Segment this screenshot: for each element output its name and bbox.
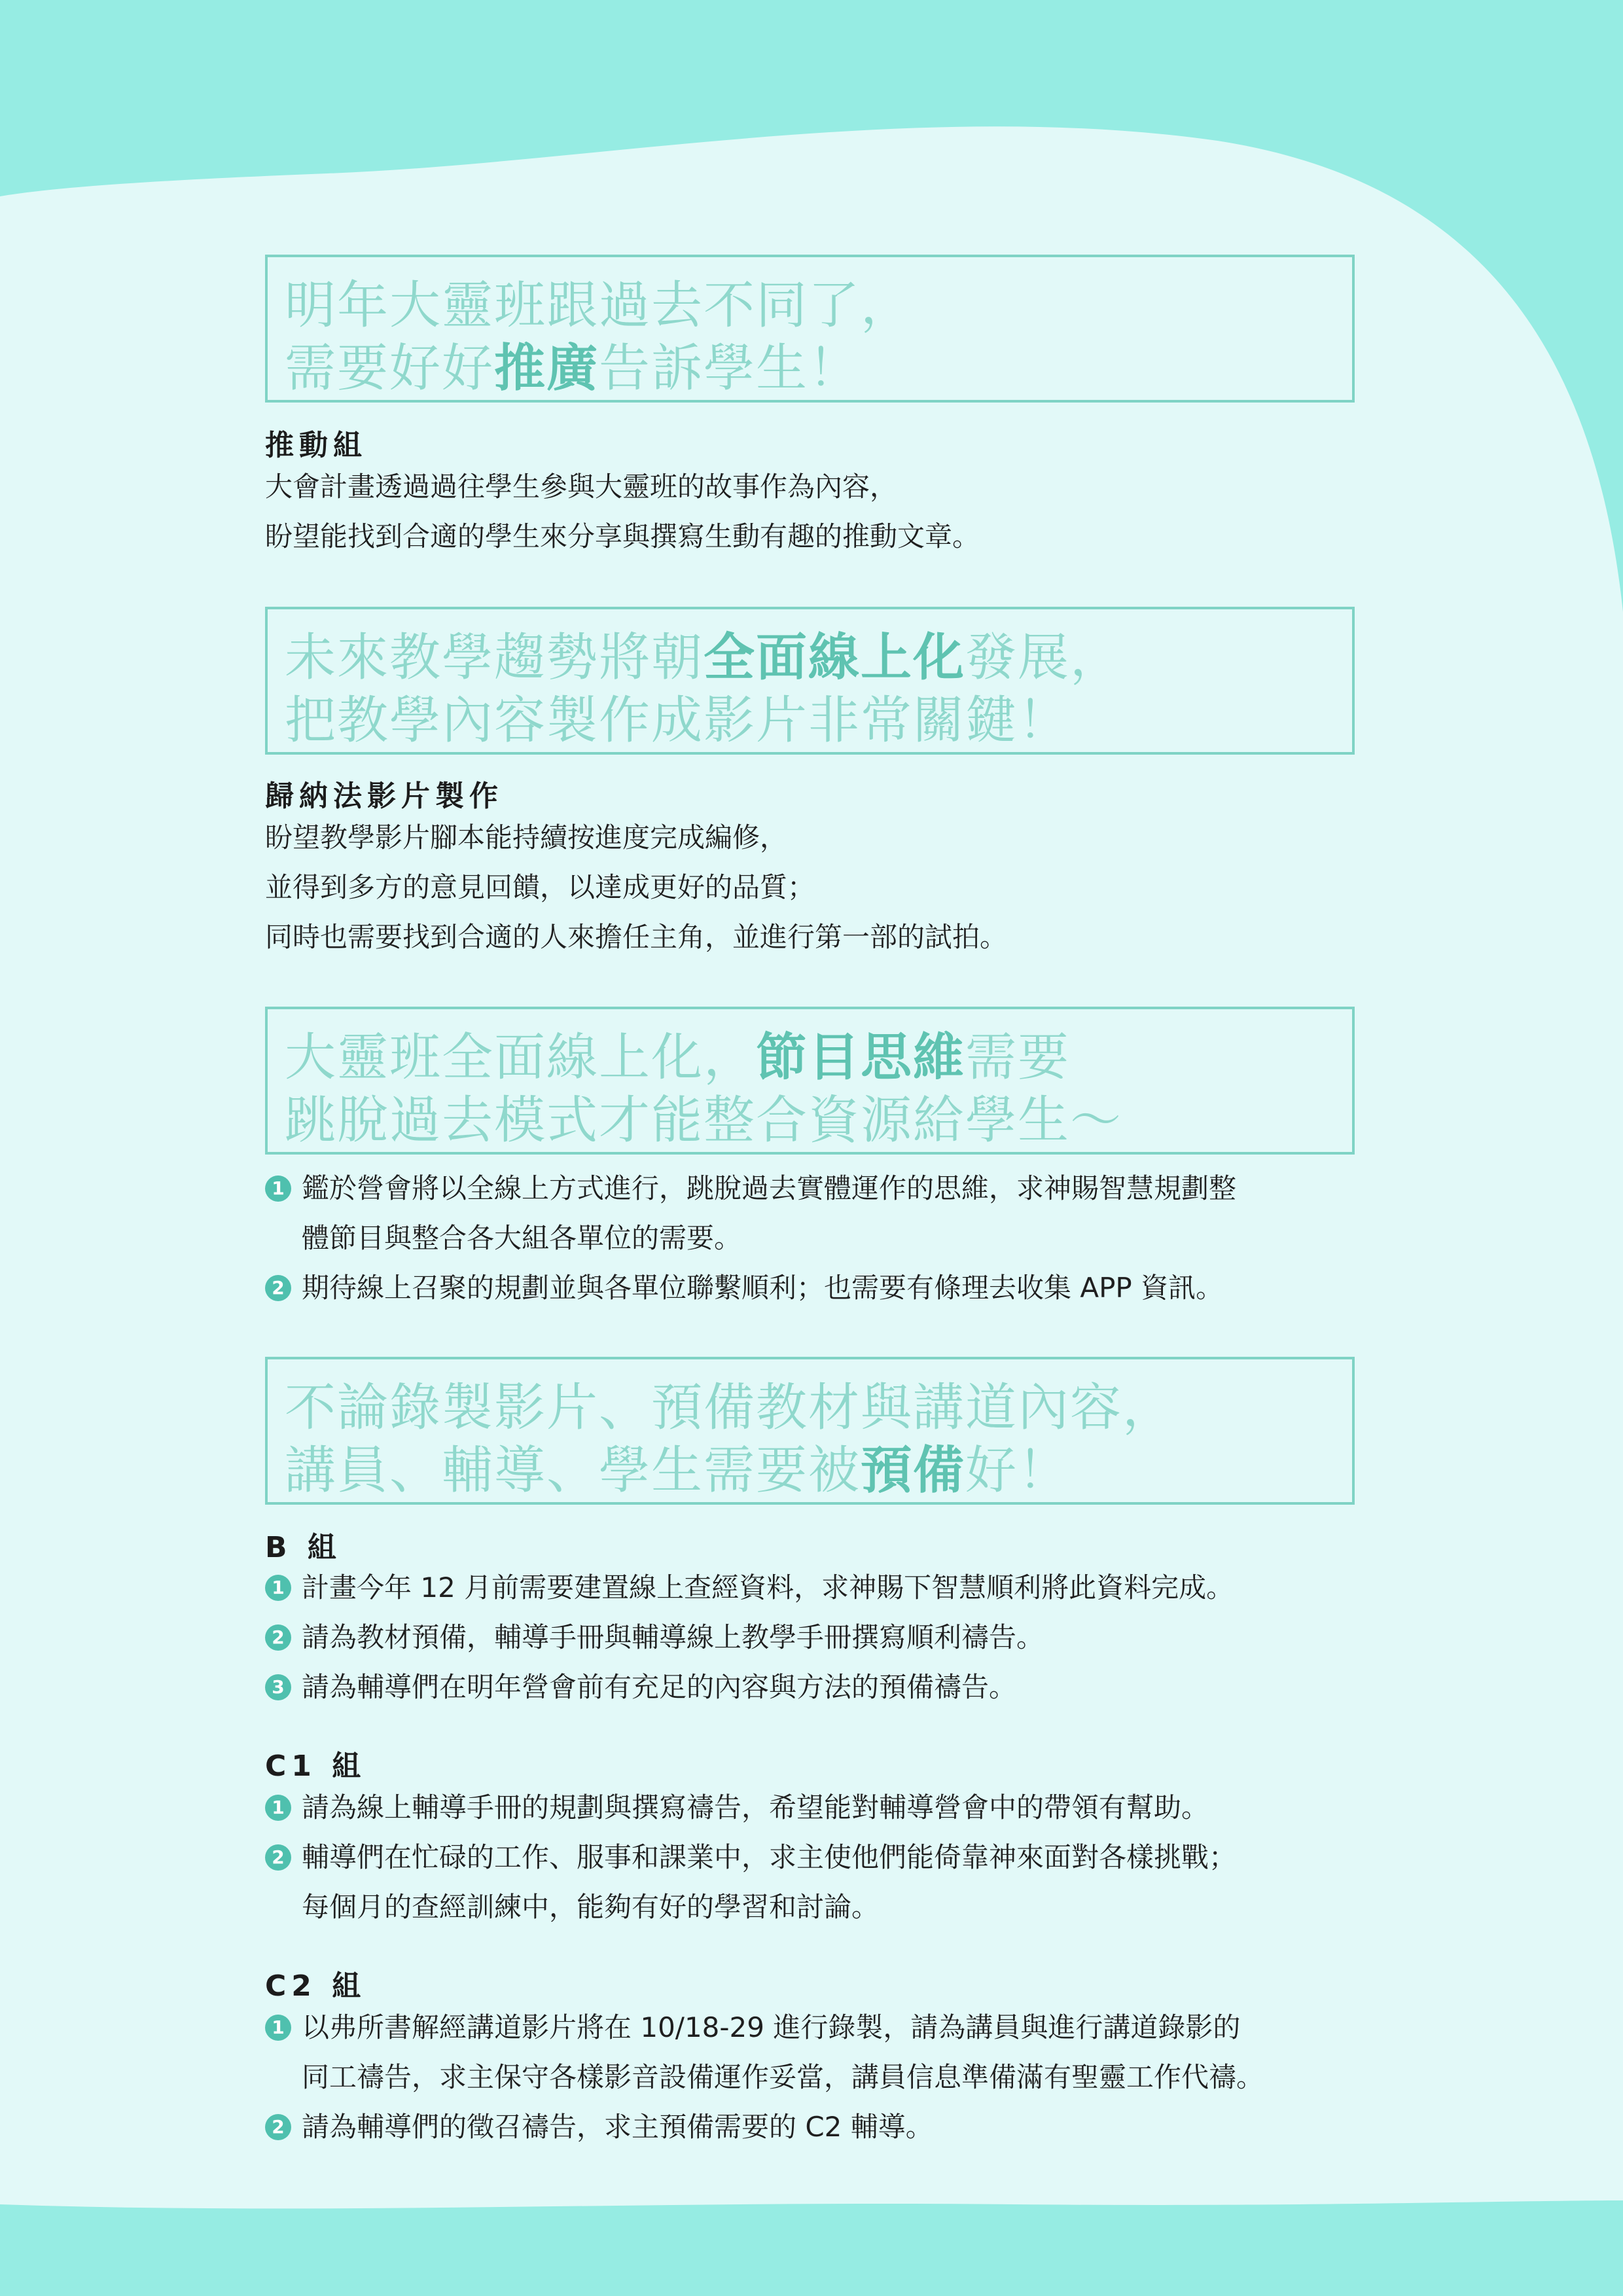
- paragraph-line: 同時也需要找到合適的人來擔任主角，並進行第一部的試拍。: [265, 921, 1008, 953]
- item-line: 計畫今年 12 月前需要建置線上查經資料，求神賜下智慧順利將此資料完成。: [302, 1571, 1234, 1604]
- number-bullet-icon: 3: [265, 1674, 291, 1700]
- item-line: 同工禱告，求主保守各樣影音設備運作妥當，講員信息準備滿有聖靈工作代禱。: [302, 2061, 1264, 2093]
- list-item: [265, 1164, 1236, 1263]
- paragraph-line: 盼望教學影片腳本能持續按進度完成編修，: [265, 821, 788, 853]
- banner-program-thinking: [265, 1007, 1355, 1155]
- number-bullet-icon: 2: [265, 1275, 291, 1301]
- banner-emphasis: 全面線上化: [704, 628, 966, 687]
- number-bullet-icon: 1: [265, 1795, 291, 1821]
- section-paragraph: [265, 462, 980, 562]
- banner-line: 不論錄製影片、預備教材與講道內容，: [285, 1378, 1175, 1437]
- number-bullet-icon: 2: [265, 1624, 291, 1651]
- paragraph-line: 盼望能找到合適的學生來分享與撰寫生動有趣的推動文章。: [265, 520, 980, 552]
- list-item: [265, 1783, 1236, 1833]
- banner-line: [285, 626, 1352, 689]
- banner-promotion: [265, 255, 1355, 403]
- group-heading-c1: C1 組: [265, 1749, 366, 1783]
- number-bullet-icon: 1: [265, 1575, 291, 1601]
- banner-text: 發展，: [965, 628, 1123, 687]
- banner-text: 好！: [965, 1441, 1071, 1500]
- list-item: [265, 1613, 1234, 1662]
- number-bullet-icon: 2: [265, 2114, 291, 2140]
- group-heading-b: B 組: [265, 1531, 342, 1564]
- item-line: 每個月的查經訓練中，能夠有好的學習和討論。: [302, 1891, 880, 1923]
- list-item: [265, 2003, 1264, 2102]
- banner-line: [285, 337, 1352, 400]
- item-line: 體節目與整合各大組各單位的需要。: [302, 1222, 742, 1254]
- banner-online-teaching: [265, 607, 1355, 755]
- item-line: 期待線上召聚的規劃並與各單位聯繫順利；也需要有條理去收集 APP 資訊。: [302, 1272, 1224, 1304]
- number-bullet-icon: 1: [265, 2015, 291, 2041]
- number-bullet-icon: 1: [265, 1175, 291, 1202]
- banner-text: 需要: [965, 1028, 1071, 1087]
- paragraph-line: 大會計畫透過過往學生參與大靈班的故事作為內容，: [265, 471, 898, 503]
- section-heading: 歸納法影片製作: [265, 780, 503, 813]
- banner-preparation: [265, 1357, 1355, 1505]
- paragraph-line: 並得到多方的意見回饋，以達成更好的品質；: [265, 871, 815, 903]
- list-item: [265, 1662, 1234, 1712]
- banner-text: 講員、輔導、學生需要被: [285, 1441, 861, 1500]
- item-line: 請為輔導們在明年營會前有充足的內容與方法的預備禱告。: [302, 1671, 1017, 1703]
- banner-emphasis: 預備: [861, 1441, 966, 1500]
- banner-emphasis: 推廣: [494, 339, 599, 398]
- numbered-list: [265, 1783, 1236, 1932]
- group-heading-c2: C2 組: [265, 1969, 366, 2003]
- list-item: [265, 1833, 1236, 1932]
- section-heading: 推動組: [265, 429, 367, 462]
- list-item: [265, 2102, 1264, 2152]
- banner-line: 把教學內容製作成影片非常關鍵！: [285, 691, 1071, 750]
- section-paragraph: [265, 813, 1007, 962]
- item-line: 輔導們在忙碌的工作、服事和課業中，求主使他們能倚靠神來面對各樣挑戰；: [302, 1841, 1237, 1873]
- item-line: 請為輔導們的徵召禱告，求主預備需要的 C2 輔導。: [302, 2111, 933, 2143]
- bottom-wave: [0, 2200, 1623, 2296]
- item-line: 請為線上輔導手冊的規劃與撰寫禱告，希望能對輔導營會中的帶領有幫助。: [302, 1791, 1209, 1823]
- banner-emphasis: 節目思維: [756, 1028, 966, 1087]
- banner-line: [285, 1026, 1352, 1089]
- item-line: 以弗所書解經講道影片將在 10/18-29 進行錄製，請為講員與進行講道錄影的: [302, 2011, 1241, 2043]
- numbered-list: [265, 1563, 1234, 1712]
- list-item: [265, 1263, 1236, 1313]
- banner-text: 告訴學生！: [599, 339, 861, 398]
- item-line: 鑑於營會將以全線上方式進行，跳脫過去實體運作的思維，求神賜智慧規劃整: [302, 1172, 1237, 1204]
- item-line: 請為教材預備，輔導手冊與輔導線上教學手冊撰寫順利禱告。: [302, 1621, 1044, 1653]
- list-item: [265, 1563, 1234, 1613]
- banner-text: 大靈班全面線上化，: [285, 1028, 757, 1087]
- number-bullet-icon: 2: [265, 1844, 291, 1871]
- numbered-list: [265, 1164, 1236, 1313]
- banner-text: 未來教學趨勢將朝: [285, 628, 704, 687]
- banner-text: 需要好好: [285, 339, 495, 398]
- banner-line: 明年大靈班跟過去不同了，: [285, 276, 914, 335]
- numbered-list: [265, 2003, 1264, 2152]
- banner-line: 跳脫過去模式才能整合資源給學生～: [285, 1091, 1123, 1150]
- banner-line: [285, 1439, 1352, 1502]
